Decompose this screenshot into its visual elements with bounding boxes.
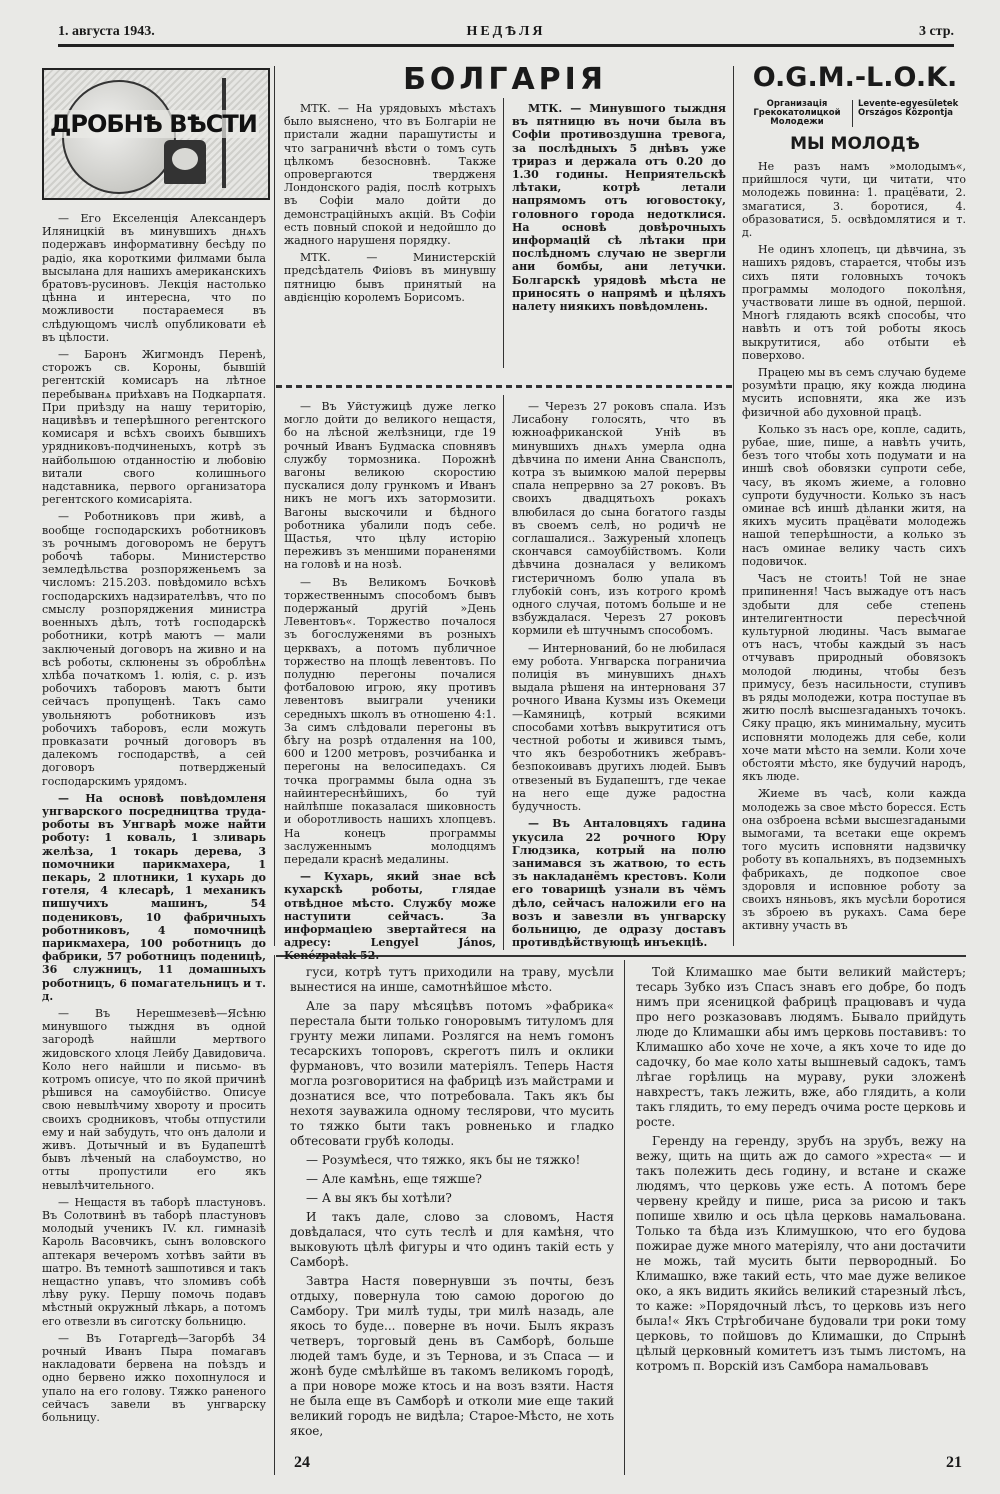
issue-date: 1. августа 1943. [58, 24, 155, 39]
page-number-left: 24 [294, 1454, 310, 1471]
story-column-left [290, 965, 614, 1445]
oglok-article [742, 160, 966, 950]
column-divider [733, 66, 734, 946]
news-item: — Интернований, бо не любилася ему робота. Унгварска пограничиа полиція въ минувшихъ днѧхъ выдала рѣшеня на интернованя 37 рочного Ивана Кузмы изъ Окемеци—Камяницѣ, котрый всякими способами хотѣвъ выкрутитися отъ честной роботы и живився тымъ, что якъ безроботникъ жебравъ-безпокоивавъ другихъ людей. Бывъ отвезеный въ Будапештъ, где чекае на него еще дуже радостна будучность. [512, 641, 726, 814]
news-item: МТК. — Министерскій предсѣдатель Фиіовъ въ минувшу пятницю бывъ принятый на авдієнцію королемъ Борисомъ. [284, 251, 496, 304]
column-divider [274, 955, 275, 1475]
oglok-org-hungarian: Levente-egyesületek Országos Központja [858, 99, 959, 118]
oglok-title: O.G.M.-L.O.K. [752, 62, 958, 93]
page-number-right: 21 [946, 1454, 962, 1471]
story-paragraph: — Але камѣнь, еще тяжше? [306, 1172, 482, 1186]
section-divider [276, 385, 733, 388]
news-item: — Баронъ Жигмондъ Перенѣ, сторожъ св. Короны, бывшій регентскій комисаръ на лѣтное перебыванѧ приѣхавъ на Подкарпатя. При приѣзду на нашу територію, нацивѣвъ и теперѣшного регентского комисаря и всѣхъ своихъ бывшихъ урядниковъ-подчиненыхъ, котрѣ зъ найбольшою отданностію и любовію витали свого колишнього надставника, первого организатора регентского комисаріята. [42, 348, 266, 507]
story-paragraph: Той Климашко мае быти великий майстеръ; тесарь Зубко изъ Спасъ знавъ его добре, бо подъ нимъ при ясеницкой фабрицѣ працювавъ и чуда про него розказовавъ людямъ. Бывало прийдуть люде до Климашки абы имъ церковь поставивъ: то Климашко або хоче не хоче, а якъ хоче то иде до садочку, бо мае коло хаты вышневый садокъ, тамъ лѣгае горѣлиць на мураву, руки зложенѣ навхрестъ, такъ лежить, вже, або глядить, а коли такъ глядить, то ему передъ очима росте церковь и росте. [636, 965, 966, 1129]
news-item: — На основѣ повѣдомленя унгварского посредництва труда-роботы въ Унгварѣ може найти роботу: 1 коваль, 1 зливарь желѣза, 1 токарь дерева, 3 помочники парикмахера, 1 пекарь, 2 плотники, 1 кухарь до готеля, 4 клесарѣ, 1 механикъ пишучихъ машинъ, 54 подениковъ, 10 фабричныхъ роботниковъ, 4 помочницѣ парикмахера, 100 роботницъ до фабрики, 57 роботницъ поденицѣ, 36 служницъ, 11 домашныхъ роботницъ, 6 помагательницъ и т. д. [42, 791, 266, 1003]
short-news-logo [42, 68, 270, 200]
article-paragraph: Не разъ намъ »молодымъ«, прийшлося чути, ци читати, что молодежь повинна: 1. працёвати, 2. змагатися, 3. боротися, 4. образоватися, 5. освѣдомлятися и т. д. [742, 160, 966, 240]
short-news-column [42, 212, 266, 1474]
news-column-middle-left [284, 400, 496, 963]
bulgaria-column-right [512, 102, 726, 382]
logo-title: ДРОБНѢ ВѢСТИ [50, 110, 257, 138]
column-divider [503, 395, 504, 950]
story-paragraph: И такъ дале, слово за словомъ, Настя довѣдалася, что суть теслѣ и для камѣня, что выковують цѣлѣ фигуры и что одинъ такій есть у Самборѣ. [290, 1210, 614, 1269]
news-item: — Его Екселенція Александеръ Иляницкій въ минувшихъ днѧхъ подержавъ информативну бесѣду по радіо, яка короткими филмами была высылана для нашихъ американскихъ братовъ-русиновъ. Лекція настолько цѣнна и интересна, что по можливости постараемеся въ слѣдующомъ числѣ опубликовати еѣ въ цѣлости. [42, 212, 266, 344]
newspaper-title: НЕДѢЛЯ [466, 24, 546, 39]
news-item: — Нещастя въ таборѣ пластуновъ. Въ Солотвинѣ въ таборѣ пластуновъ молодый ученикъ IV. кл. гимназіѣ Кароль Васовчикъ, сынъ воловского аптекаря вечеромъ хотѣвъ зайти въ шатро. Въ темнотѣ зашпотився и такъ нещастно упавъ, что зломивъ собѣ лѣву руку. Першу помочь подавъ мѣстный окружный лѣкарь, а потомъ его отвезли въ сиготску больницю. [42, 1195, 266, 1328]
news-item: МТК. — Минувшого тыждня въ пятницю въ ночи была въ Софіи противоздушна тревога, за послѣдныхъ 5 днѣвъ уже трираз и держала отъ 0.20 до 1.30 годины. Неприятельскѣ лѣтаки, котрѣ летали напрямомъ отъ юговостоку, головного города недотклися. На основѣ довѣрочныхъ информацій сѣ лѣтаки при послѣдномъ случаю не звергли ани бомбы, ани летучки. Болгарскѣ урядовѣ мѣста не приносять о напрямѣ и цѣляхъ налету ниякихъ повѣдомлень. [512, 102, 726, 314]
article-paragraph: Колько зъ насъ оре, копле, садить, рубае, шие, пише, а навѣть учить, безъ того чтобы хоть подумати и на иншѣ своѣ обовязки супроти себе, часу, въ якомъ жиеме, а головно супроти будучности. Колько зъ насъ оминае всѣ иншѣ дѣланки житя, на якихъ мусить працёвати молодежь нашой теперѣшности, а колько зъ насъ оминае велику часть сихъ подовичок. [742, 422, 966, 568]
news-item: — Въ Анталовцяхъ гадина укусила 22 рочного Юру Глюдзика, котрый на полю занимався зъ жатвою, то есть зъ накладанёмъ крестовъ. Коли его товарищѣ узнали въ чёмъ дѣло, сейчасъ наложили его на возъ и завезли въ унгварску больницю, де одразу доставъ противдѣйствующѣ инъекціѣ. [512, 817, 726, 950]
bulgaria-column-left [284, 102, 496, 382]
column-divider [274, 66, 275, 946]
story-paragraph: Завтра Настя повернувши зъ почты, безъ отдыху, повернула тою самою дорогою до Самбору. Три милѣ туды, три милѣ назадь, але якось то буде... поверне въ ночи. Былъ якразъ четверъ, торговый день въ Самборѣ, больше людей тамъ буде, и зъ Тернова, и зъ Спаса — и жонѣ буде смѣлѣйше въ такомъ великомъ городѣ, а при новоре може ктось и на возъ взяти. Настя не была еще въ Самборѣ и отколи мие еще такий великий городъ не видѣла; Старое-Мѣсто, не хоть якое, [290, 1274, 614, 1438]
oglok-heading: МЫ МОЛОДѢ [790, 134, 920, 154]
article-paragraph: Часъ не стоить! Той не знае припинення! Часъ выжадуе отъ насъ здобыти для себе степень интелигентности пересѣчной культурной людины. Часъ вымагае отъ насъ, чтобы каждый зъ насъ отчувавъ природный обовязокъ молодой людины, чтобы безъ примусу, безъ насильности, ступивъ въ ряды молодежи, котра поступае въ житю послѣ высшезгаданыхъ точокъ. Сяку працю, якъ минимальну, мусить исповняти молодежь для себе, коли хоче мати мѣсто на земли. Коли хоче обстояти мѣсто, яке будучий народъ, якъ люде. [742, 572, 966, 784]
story-paragraph: гуси, котрѣ тутъ приходили на траву, мусѣли вынестися на инше, самотнѣйшое мѣсто. [290, 965, 614, 994]
article-paragraph: Працею мы въ семъ случаю будеме розумѣти працю, яку кожда людина мусить исповняти, яка же изъ физичной або духовной працѣ. [742, 366, 966, 419]
story-column-right [636, 965, 966, 1445]
news-item: МТК. — На урядовыхъ мѣстахъ было выяснено, что въ Болгаріи не пристали жадни парашутисты и что заграничнѣ вѣсти о томъ суть цѣлкомъ безосновнѣ. Также опровергаются твердженя Лондонского радія, послѣ котрыхъ въ Софіи мало дойти до демонстраційныхъ акцій. Въ Софіи есть повный спокой и недойшло до жадного нарушеня порядку. [284, 102, 496, 248]
page-header [58, 24, 954, 47]
news-item: — Въ Уйстужицѣ дуже легко могло дойти до великого нещастя, бо на лѣсной желѣзници, где 19 рочный Иванъ Будмаска сповнявъ службу тормозника. Порожнѣ вагоны великою скоростию пускалися долу грункомъ и Иванъ никъ не могъ ихъ затормозити. Вагоны выскочили и бѣдного роботника убалили подъ себе. Щастья, что цѣлу исторію переживъ зъ меншими пораненями на головѣ и на нозѣ. [284, 400, 496, 572]
article-paragraph: Не одинъ хлопецъ, ци дѣвчина, зъ нашихъ рядовъ, старается, чтобы изъ сихъ пяти головныхъ точокъ программы молодого поколѣня, участвовати лише въ одной, першой. Многѣ глядають всякѣ способы, что навѣть и отъ той роботы якось выкрутитися, або отбыти еѣ поверхово. [742, 243, 966, 362]
news-item: — Роботниковъ при живѣ, а вообще господарскихъ роботниковъ зъ рочнымъ договоромъ не берутъ робочѣ таборы. Министерство земледѣльства розпоряженьемъ за числомъ: 215.203. повѣдомило всѣхъ господарскихъ надзирателѣвъ, что по смыслу розпоряджения министра военныхъ дѣлъ, тотѣ господарскѣ роботники, котрѣ маютъ — мали заключеный договоръ на живно и на всѣ роботы, склюнены зъ оброблѣнѧ хлѣба початкомъ 1. юлія, с. р. изъ робочихъ таборовъ маютъ быти сейчасъ пропущенѣ. Такъ само увольняютъ роботниковъ изъ робочихъ таборовъ, если можуть провказати рочный договоръ въ далекомъ господарствѣ, а сей договоръ потвердженый господарскимъ урядомъ. [42, 510, 266, 788]
oglok-org-ukrainian: Организація Грекокатолицкой Молодежи [742, 100, 853, 127]
story-paragraph: — А вы якъ бы хотѣли? [306, 1191, 452, 1205]
column-divider [624, 960, 625, 1475]
story-paragraph: Але за пару мѣсяцѣвъ потомъ »фабрика« перестала быти только гоноровымъ титуломъ для грунту межи липами. Розлягся на немъ гомонъ тесарскихъ топоровъ, скреготъ пилъ и оклики фурмановъ, что возили матеріялъ. Теперь Настя могла розговоритися на фабрицѣ изъ майстрами и дознатися все, что потребовала. Такъ якъ бы нехотя зауважила одному теслярови, что мусить то тяжко быти такъ ровненько и гладко обтесовати грубѣ колоды. [290, 999, 614, 1148]
story-paragraph: Геренду на геренду, зрубъ на зрубъ, вежу на вежу, щить на щить аж до самого »хреста« — и такъ полежить десь годину, и встане и скаже людямъ, что церковь уже есть. А потомъ бере червену крейду и пише, риса за рисою и такъ попише хвилю и ось цѣла церковь намальована. Только та бѣда изъ Климушкою, что его будова пожирае дуже много матеріялу, что ани достачити не можь, тай мусить быти первородный. Бо Климашко, вже такий есть, что мае дуже великое око, а якъ видить якийсь великий старезный лѣсъ, то каже: »Порядочный лѣсъ, то церковь изъ него была!« Якъ Стрѣгобичане будовали три роки тому церковь, то пойшовъ до Климашки, до Спрынѣ цѣлый церковный комитетъ изъ тымъ листомъ, на котромъ п. Ворскій изъ Самбора намальовавъ [636, 1134, 966, 1373]
news-item: — Черезъ 27 роковъ спала. Изъ Лисабону голосять, что въ южноафриканской Уніѣ въ минувшихъ днѧхъ умерла одна дѣвчина по имени Анна Свансполъ, котра зъ выимкою малой перервы спала непрервно за 27 роковъ. Въ своихъ двадцятьохъ рокахъ влюбилася до сына богатого газды въ своемъ селѣ, но родичѣ не соглашалися.. Зажуреный хлопецъ скончався самоубійствомъ. Коли дѣвчина дозналася у великомъ гистеричномъ болю упала въ глубокій сонъ, изъ котрого кромѣ одного случая, потомъ больше и не взбуждалася. Черезъ 27 роковъ кормили еѣ штучнымъ способомъ. [512, 400, 726, 638]
story-paragraph: — Розумѣеся, что тяжко, якъ бы не тяжко! [306, 1153, 581, 1167]
bulgaria-title: БОЛГАРІЯ [403, 62, 607, 97]
news-item: — Въ Готаргедѣ—Загорбѣ 34 рочный Иванъ Пыра помагавъ накладовати бервена на поѣздъ и одно бервено ижко похопнулося и упало на его голову. Тяжко раненого сейчасъ завели въ унгварску больницу. [42, 1331, 266, 1425]
news-item: — Въ Великомъ Бочковѣ торжественнымъ способомъ бывъ подержаный другій »День Левентовъ«. Торжество почалося зъ богослуженями въ розныхъ церквахъ, а потомъ публичное торжество на площѣ левентовъ. По полудню перегоны почалися фотбаловою игрою, яку противъ левентовъ выиграли ученики середныхъ школъ въ отношеню 4:1. За симъ слѣдовали перегоны въ бѣгу на розрѣ отдалення на 100, 600 и 1200 метровъ, розчибанка и перегоны на велосипедахъ. Ся точка программы была одна зъ найинтереснѣйшихъ, бо туй найлѣпше показалася шиковность и оборотливость нашихъ хлопцевъ. На конецъ программы заслуженнымъ молодцямъ передали краснѣ медалины. [284, 575, 496, 866]
news-item: — Въ Нерешмезевѣ—Ясѣню минувшого тыждня въ одной загородѣ найшли мертвого жидовского хлоця Лейбу Давидовича. Коло него найшли и письмо- въ котромъ описуе, что по якой причинѣ рѣшився на самоубійство. Описуе свою невылѣчиму хвороту и просить своихъ сродниковъ, чтобы отпустили ему и най забудуть, что онъ далоли и живъ. Дотычный и въ Будапештѣ бывъ лѣченый на слабоумство, но отты пропустили его якъ невылѣчительного. [42, 1006, 266, 1192]
radio-icon [164, 140, 206, 184]
article-paragraph: Жиеме въ часѣ, коли кажда молодежь за свое мѣсто боресся. Есть она озброена всѣми высшезгадаными вымогами, та всетаки еще окремъ того мусить исповняти надзвичку роботу въ копальняхъ, въ подземныхъ фабрикахъ, де подкопое свое здоровля и исповнюе роботу за своихъ няньовъ, якъ мусѣли боротися зъ зброею въ рукахъ. Сама бере активну участь въ [742, 787, 966, 933]
column-divider [503, 98, 504, 368]
page-number-header: 3 стр. [918, 24, 954, 39]
news-column-middle-right [512, 400, 726, 950]
news-item: — Кухарь, який знае всѣ кухарскѣ роботы, глядае отвѣдное мѣсто. Службу може наступити сейчасъ. За информаціею звертайтеся на адресу: Lengyel János, Kenézpatak 52. [284, 870, 496, 963]
